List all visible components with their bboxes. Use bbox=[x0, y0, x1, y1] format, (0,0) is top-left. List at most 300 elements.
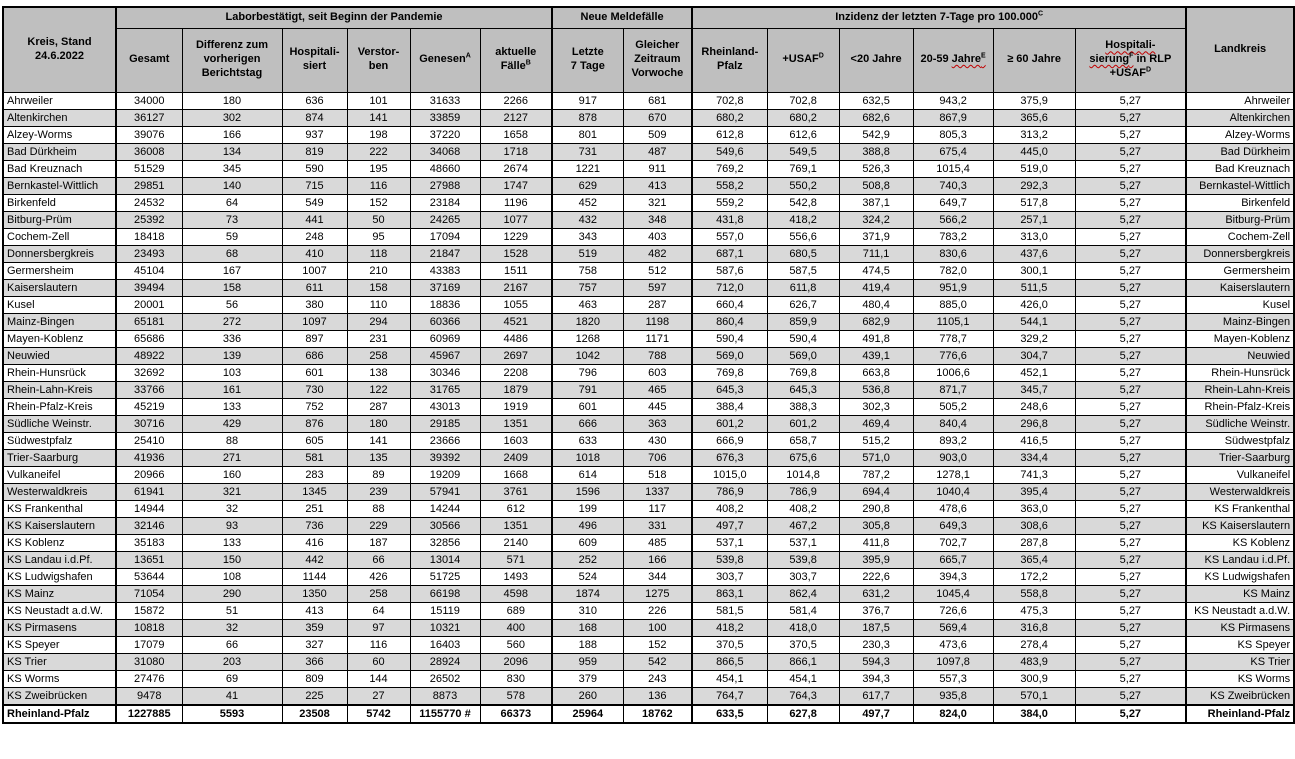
value-cell: 1018 bbox=[552, 449, 623, 466]
table-row bbox=[3, 211, 1294, 228]
value-cell: 334,4 bbox=[993, 449, 1075, 466]
value-cell: 911 bbox=[623, 160, 692, 177]
table-row bbox=[3, 160, 1294, 177]
value-cell: 645,3 bbox=[692, 381, 767, 398]
value-cell: 2266 bbox=[480, 92, 552, 109]
kreis-cell: Kusel bbox=[3, 296, 116, 313]
corner-header bbox=[3, 7, 116, 92]
value-cell: 36127 bbox=[116, 109, 182, 126]
value-cell: 633,5 bbox=[692, 705, 767, 723]
value-cell: 1227885 bbox=[116, 705, 182, 723]
value-cell: 731 bbox=[552, 143, 623, 160]
value-cell: 609 bbox=[552, 534, 623, 551]
value-cell: 316,8 bbox=[993, 619, 1075, 636]
value-cell: 408,2 bbox=[767, 500, 839, 517]
value-cell: 387,1 bbox=[839, 194, 913, 211]
value-cell: 168 bbox=[552, 619, 623, 636]
value-cell: 5,27 bbox=[1075, 398, 1186, 415]
value-cell: 676,3 bbox=[692, 449, 767, 466]
value-cell: 862,4 bbox=[767, 585, 839, 602]
value-cell: 327 bbox=[282, 636, 347, 653]
value-cell: 441 bbox=[282, 211, 347, 228]
value-cell: 222,6 bbox=[839, 568, 913, 585]
value-cell: 741,3 bbox=[993, 466, 1075, 483]
table-row bbox=[3, 432, 1294, 449]
value-cell: 645,3 bbox=[767, 381, 839, 398]
header-unter-20: <20 Jahre bbox=[839, 28, 913, 92]
value-cell: 1015,4 bbox=[913, 160, 993, 177]
value-cell: 370,5 bbox=[767, 636, 839, 653]
value-cell: 410 bbox=[282, 245, 347, 262]
value-cell: 5,27 bbox=[1075, 466, 1186, 483]
value-cell: 10321 bbox=[410, 619, 480, 636]
value-cell: 161 bbox=[182, 381, 282, 398]
landkreis-cell: Rheinland-Pfalz bbox=[1186, 705, 1294, 723]
value-cell: 726,6 bbox=[913, 602, 993, 619]
value-cell: 439,1 bbox=[839, 347, 913, 364]
value-cell: 32692 bbox=[116, 364, 182, 381]
landkreis-cell: Donnersbergkreis bbox=[1186, 245, 1294, 262]
landkreis-cell: KS Worms bbox=[1186, 670, 1294, 687]
value-cell: 1528 bbox=[480, 245, 552, 262]
value-cell: 388,4 bbox=[692, 398, 767, 415]
value-cell: 1718 bbox=[480, 143, 552, 160]
kreis-cell: KS Ludwigshafen bbox=[3, 568, 116, 585]
value-cell: 45104 bbox=[116, 262, 182, 279]
value-cell: 365,6 bbox=[993, 109, 1075, 126]
value-cell: 702,8 bbox=[767, 92, 839, 109]
value-cell: 36008 bbox=[116, 143, 182, 160]
value-cell: 17079 bbox=[116, 636, 182, 653]
value-cell: 1007 bbox=[282, 262, 347, 279]
table-row bbox=[3, 653, 1294, 670]
value-cell: 542,9 bbox=[839, 126, 913, 143]
value-cell: 711,1 bbox=[839, 245, 913, 262]
value-cell: 736 bbox=[282, 517, 347, 534]
value-cell: 1105,1 bbox=[913, 313, 993, 330]
value-cell: 5,27 bbox=[1075, 670, 1186, 687]
value-cell: 866,1 bbox=[767, 653, 839, 670]
value-cell: 5,27 bbox=[1075, 296, 1186, 313]
value-cell: 230,3 bbox=[839, 636, 913, 653]
value-cell: 632,5 bbox=[839, 92, 913, 109]
table-row bbox=[3, 636, 1294, 653]
value-cell: 48922 bbox=[116, 347, 182, 364]
value-cell: 370,5 bbox=[692, 636, 767, 653]
value-cell: 764,7 bbox=[692, 687, 767, 705]
footnote-f: F bbox=[1129, 52, 1134, 60]
value-cell: 43013 bbox=[410, 398, 480, 415]
landkreis-cell: Cochem-Zell bbox=[1186, 228, 1294, 245]
table-row bbox=[3, 551, 1294, 568]
value-cell: 30566 bbox=[410, 517, 480, 534]
footnote-b: B bbox=[525, 59, 531, 67]
landkreis-cell: KS Speyer bbox=[1186, 636, 1294, 653]
value-cell: 497,7 bbox=[839, 705, 913, 723]
value-cell: 384,0 bbox=[993, 705, 1075, 723]
header-verstorben: Verstor-ben bbox=[347, 28, 410, 92]
value-cell: 594,3 bbox=[839, 653, 913, 670]
table-row bbox=[3, 687, 1294, 705]
table-header bbox=[3, 7, 1294, 92]
value-cell: 801 bbox=[552, 126, 623, 143]
landkreis-cell: Südliche Weinstr. bbox=[1186, 415, 1294, 432]
value-cell: 519,0 bbox=[993, 160, 1075, 177]
value-cell: 943,2 bbox=[913, 92, 993, 109]
value-cell: 416,5 bbox=[993, 432, 1075, 449]
value-cell: 229 bbox=[347, 517, 410, 534]
kreis-cell: Mainz-Bingen bbox=[3, 313, 116, 330]
value-cell: 375,9 bbox=[993, 92, 1075, 109]
value-cell: 331 bbox=[623, 517, 692, 534]
landkreis-cell: Birkenfeld bbox=[1186, 194, 1294, 211]
value-cell: 681 bbox=[623, 92, 692, 109]
value-cell: 706 bbox=[623, 449, 692, 466]
value-cell: 5,27 bbox=[1075, 449, 1186, 466]
landkreis-cell: Südwestpfalz bbox=[1186, 432, 1294, 449]
value-cell: 1196 bbox=[480, 194, 552, 211]
landkreis-cell: KS Mainz bbox=[1186, 585, 1294, 602]
kreis-cell: KS Worms bbox=[3, 670, 116, 687]
value-cell: 786,9 bbox=[692, 483, 767, 500]
value-cell: 336 bbox=[182, 330, 282, 347]
kreis-cell: KS Zweibrücken bbox=[3, 687, 116, 705]
value-cell: 1747 bbox=[480, 177, 552, 194]
value-cell: 66198 bbox=[410, 585, 480, 602]
value-cell: 73 bbox=[182, 211, 282, 228]
value-cell: 549,6 bbox=[692, 143, 767, 160]
value-cell: 1275 bbox=[623, 585, 692, 602]
footnote-d: D bbox=[818, 52, 824, 60]
header-gesamt: Gesamt bbox=[116, 28, 182, 92]
value-cell: 59 bbox=[182, 228, 282, 245]
header-60-plus: ≥ 60 Jahre bbox=[993, 28, 1075, 92]
value-cell: 29185 bbox=[410, 415, 480, 432]
value-cell: 454,1 bbox=[692, 670, 767, 687]
value-cell: 859,9 bbox=[767, 313, 839, 330]
value-cell: 1658 bbox=[480, 126, 552, 143]
value-cell: 769,1 bbox=[767, 160, 839, 177]
value-cell: 5,27 bbox=[1075, 364, 1186, 381]
value-cell: 5,27 bbox=[1075, 177, 1186, 194]
value-cell: 5,27 bbox=[1075, 143, 1186, 160]
value-cell: 32146 bbox=[116, 517, 182, 534]
value-cell: 3761 bbox=[480, 483, 552, 500]
value-cell: 1229 bbox=[480, 228, 552, 245]
landkreis-cell: Bad Kreuznach bbox=[1186, 160, 1294, 177]
landkreis-cell: Altenkirchen bbox=[1186, 109, 1294, 126]
value-cell: 41 bbox=[182, 687, 282, 705]
value-cell: 550,2 bbox=[767, 177, 839, 194]
value-cell: 9478 bbox=[116, 687, 182, 705]
value-cell: 160 bbox=[182, 466, 282, 483]
value-cell: 388,3 bbox=[767, 398, 839, 415]
value-cell: 469,4 bbox=[839, 415, 913, 432]
value-cell: 37220 bbox=[410, 126, 480, 143]
value-cell: 1014,8 bbox=[767, 466, 839, 483]
value-cell: 23508 bbox=[282, 705, 347, 723]
value-cell: 39494 bbox=[116, 279, 182, 296]
kreis-cell: Rhein-Pfalz-Kreis bbox=[3, 398, 116, 415]
value-cell: 5,27 bbox=[1075, 92, 1186, 109]
value-cell: 345 bbox=[182, 160, 282, 177]
value-cell: 187,5 bbox=[839, 619, 913, 636]
kreis-cell: Südliche Weinstr. bbox=[3, 415, 116, 432]
value-cell: 68 bbox=[182, 245, 282, 262]
value-cell: 97 bbox=[347, 619, 410, 636]
value-cell: 680,5 bbox=[767, 245, 839, 262]
value-cell: 388,8 bbox=[839, 143, 913, 160]
value-cell: 612,8 bbox=[692, 126, 767, 143]
value-cell: 305,8 bbox=[839, 517, 913, 534]
value-cell: 1874 bbox=[552, 585, 623, 602]
header-letzte-7-tage: Letzte 7 Tage bbox=[552, 28, 623, 92]
value-cell: 210 bbox=[347, 262, 410, 279]
value-cell: 757 bbox=[552, 279, 623, 296]
value-cell: 416 bbox=[282, 534, 347, 551]
value-cell: 937 bbox=[282, 126, 347, 143]
value-cell: 14244 bbox=[410, 500, 480, 517]
group-header-row bbox=[3, 7, 1294, 28]
table-row bbox=[3, 262, 1294, 279]
value-cell: 819 bbox=[282, 143, 347, 160]
value-cell: 363 bbox=[623, 415, 692, 432]
value-cell: 549 bbox=[282, 194, 347, 211]
value-cell: 796 bbox=[552, 364, 623, 381]
value-cell: 60366 bbox=[410, 313, 480, 330]
value-cell: 1268 bbox=[552, 330, 623, 347]
value-cell: 557,0 bbox=[692, 228, 767, 245]
value-cell: 248,6 bbox=[993, 398, 1075, 415]
kreis-cell: KS Mainz bbox=[3, 585, 116, 602]
kreis-cell: Bad Kreuznach bbox=[3, 160, 116, 177]
value-cell: 60969 bbox=[410, 330, 480, 347]
value-cell: 45219 bbox=[116, 398, 182, 415]
table-row bbox=[3, 143, 1294, 160]
value-cell: 23493 bbox=[116, 245, 182, 262]
value-cell: 363,0 bbox=[993, 500, 1075, 517]
value-cell: 752 bbox=[282, 398, 347, 415]
header-genesen: Genesen$^A$ bbox=[410, 28, 480, 92]
value-cell: 2697 bbox=[480, 347, 552, 364]
value-cell: 64 bbox=[182, 194, 282, 211]
value-cell: 324,2 bbox=[839, 211, 913, 228]
kreis-cell: Altenkirchen bbox=[3, 109, 116, 126]
value-cell: 394,3 bbox=[839, 670, 913, 687]
value-cell: 505,2 bbox=[913, 398, 993, 415]
value-cell: 302,3 bbox=[839, 398, 913, 415]
header-rheinland-pfalz: Rheinland-Pfalz bbox=[692, 28, 767, 92]
value-cell: 666,9 bbox=[692, 432, 767, 449]
value-cell: 2127 bbox=[480, 109, 552, 126]
value-cell: 5,27 bbox=[1075, 500, 1186, 517]
header-landkreis: Landkreis bbox=[1186, 7, 1294, 92]
value-cell: 5,27 bbox=[1075, 534, 1186, 551]
value-cell: 465 bbox=[623, 381, 692, 398]
value-cell: 1171 bbox=[623, 330, 692, 347]
value-cell: 411,8 bbox=[839, 534, 913, 551]
value-cell: 287 bbox=[347, 398, 410, 415]
value-cell: 5,27 bbox=[1075, 160, 1186, 177]
value-cell: 558,8 bbox=[993, 585, 1075, 602]
value-cell: 467,2 bbox=[767, 517, 839, 534]
value-cell: 860,4 bbox=[692, 313, 767, 330]
table-row bbox=[3, 194, 1294, 211]
value-cell: 251 bbox=[282, 500, 347, 517]
value-cell: 29851 bbox=[116, 177, 182, 194]
value-cell: 13014 bbox=[410, 551, 480, 568]
value-cell: 24265 bbox=[410, 211, 480, 228]
value-cell: 496 bbox=[552, 517, 623, 534]
value-cell: 5,27 bbox=[1075, 653, 1186, 670]
value-cell: 23666 bbox=[410, 432, 480, 449]
statistics-table bbox=[2, 6, 1295, 724]
value-cell: 463 bbox=[552, 296, 623, 313]
value-cell: 483,9 bbox=[993, 653, 1075, 670]
value-cell: 5,27 bbox=[1075, 279, 1186, 296]
value-cell: 512 bbox=[623, 262, 692, 279]
value-cell: 1144 bbox=[282, 568, 347, 585]
value-cell: 4521 bbox=[480, 313, 552, 330]
value-cell: 88 bbox=[182, 432, 282, 449]
value-cell: 140 bbox=[182, 177, 282, 194]
value-cell: 28924 bbox=[410, 653, 480, 670]
value-cell: 34068 bbox=[410, 143, 480, 160]
value-cell: 612 bbox=[480, 500, 552, 517]
value-cell: 601,2 bbox=[767, 415, 839, 432]
value-cell: 601 bbox=[552, 398, 623, 415]
value-cell: 43383 bbox=[410, 262, 480, 279]
value-cell: 5,27 bbox=[1075, 602, 1186, 619]
value-cell: 758 bbox=[552, 262, 623, 279]
value-cell: 866,5 bbox=[692, 653, 767, 670]
value-cell: 840,4 bbox=[913, 415, 993, 432]
value-cell: 2208 bbox=[480, 364, 552, 381]
value-cell: 118 bbox=[347, 245, 410, 262]
value-cell: 893,2 bbox=[913, 432, 993, 449]
value-cell: 511,5 bbox=[993, 279, 1075, 296]
header-aktuelle-faelle: aktuelle Fälle$^B$ bbox=[480, 28, 552, 92]
landkreis-cell: Rhein-Lahn-Kreis bbox=[1186, 381, 1294, 398]
value-cell: 19209 bbox=[410, 466, 480, 483]
value-cell: 452,1 bbox=[993, 364, 1075, 381]
value-cell: 188 bbox=[552, 636, 623, 653]
value-cell: 4486 bbox=[480, 330, 552, 347]
value-cell: 321 bbox=[182, 483, 282, 500]
value-cell: 824,0 bbox=[913, 705, 993, 723]
value-cell: 876 bbox=[282, 415, 347, 432]
value-cell: 581 bbox=[282, 449, 347, 466]
value-cell: 1097,8 bbox=[913, 653, 993, 670]
value-cell: 116 bbox=[347, 636, 410, 653]
value-cell: 418,2 bbox=[767, 211, 839, 228]
value-cell: 408,2 bbox=[692, 500, 767, 517]
table-row bbox=[3, 415, 1294, 432]
value-cell: 258 bbox=[347, 347, 410, 364]
value-cell: 951,9 bbox=[913, 279, 993, 296]
value-cell: 539,8 bbox=[767, 551, 839, 568]
value-cell: 474,5 bbox=[839, 262, 913, 279]
value-cell: 198 bbox=[347, 126, 410, 143]
value-cell: 786,9 bbox=[767, 483, 839, 500]
value-cell: 680,2 bbox=[767, 109, 839, 126]
header-20-59: 20-59 Jahre$^E$ bbox=[913, 28, 993, 92]
value-cell: 627,8 bbox=[767, 705, 839, 723]
value-cell: 139 bbox=[182, 347, 282, 364]
landkreis-cell: Mayen-Koblenz bbox=[1186, 330, 1294, 347]
value-cell: 30346 bbox=[410, 364, 480, 381]
value-cell: 782,0 bbox=[913, 262, 993, 279]
value-cell: 359 bbox=[282, 619, 347, 636]
value-cell: 5,27 bbox=[1075, 228, 1186, 245]
value-cell: 172,2 bbox=[993, 568, 1075, 585]
value-cell: 166 bbox=[182, 126, 282, 143]
value-cell: 8873 bbox=[410, 687, 480, 705]
table-row bbox=[3, 381, 1294, 398]
value-cell: 66 bbox=[182, 636, 282, 653]
value-cell: 260 bbox=[552, 687, 623, 705]
value-cell: 631,2 bbox=[839, 585, 913, 602]
value-cell: 5,27 bbox=[1075, 313, 1186, 330]
value-cell: 366 bbox=[282, 653, 347, 670]
value-cell: 290 bbox=[182, 585, 282, 602]
value-cell: 569,0 bbox=[692, 347, 767, 364]
value-cell: 1603 bbox=[480, 432, 552, 449]
value-cell: 30716 bbox=[116, 415, 182, 432]
value-cell: 524 bbox=[552, 568, 623, 585]
value-cell: 509 bbox=[623, 126, 692, 143]
landkreis-cell: KS Frankenthal bbox=[1186, 500, 1294, 517]
value-cell: 403 bbox=[623, 228, 692, 245]
landkreis-cell: Kaiserslautern bbox=[1186, 279, 1294, 296]
value-cell: 5593 bbox=[182, 705, 282, 723]
kreis-cell: Mayen-Koblenz bbox=[3, 330, 116, 347]
value-cell: 764,3 bbox=[767, 687, 839, 705]
kreis-cell: Germersheim bbox=[3, 262, 116, 279]
value-cell: 2674 bbox=[480, 160, 552, 177]
value-cell: 445,0 bbox=[993, 143, 1075, 160]
value-cell: 27 bbox=[347, 687, 410, 705]
value-cell: 344 bbox=[623, 568, 692, 585]
value-cell: 1278,1 bbox=[913, 466, 993, 483]
value-cell: 1055 bbox=[480, 296, 552, 313]
value-cell: 16403 bbox=[410, 636, 480, 653]
value-cell: 122 bbox=[347, 381, 410, 398]
value-cell: 5,27 bbox=[1075, 415, 1186, 432]
value-cell: 380 bbox=[282, 296, 347, 313]
value-cell: 809 bbox=[282, 670, 347, 687]
landkreis-cell: Neuwied bbox=[1186, 347, 1294, 364]
value-cell: 95 bbox=[347, 228, 410, 245]
value-cell: 313,2 bbox=[993, 126, 1075, 143]
value-cell: 116 bbox=[347, 177, 410, 194]
value-cell: 1919 bbox=[480, 398, 552, 415]
value-cell: 302 bbox=[182, 109, 282, 126]
value-cell: 557,3 bbox=[913, 670, 993, 687]
value-cell: 110 bbox=[347, 296, 410, 313]
value-cell: 617,7 bbox=[839, 687, 913, 705]
landkreis-cell: Vulkaneifel bbox=[1186, 466, 1294, 483]
table-row bbox=[3, 126, 1294, 143]
value-cell: 686 bbox=[282, 347, 347, 364]
value-cell: 1077 bbox=[480, 211, 552, 228]
landkreis-cell: KS Koblenz bbox=[1186, 534, 1294, 551]
value-cell: 365,4 bbox=[993, 551, 1075, 568]
value-cell: 601 bbox=[282, 364, 347, 381]
value-cell: 1337 bbox=[623, 483, 692, 500]
kreis-cell: Kaiserslautern bbox=[3, 279, 116, 296]
value-cell: 687,1 bbox=[692, 245, 767, 262]
